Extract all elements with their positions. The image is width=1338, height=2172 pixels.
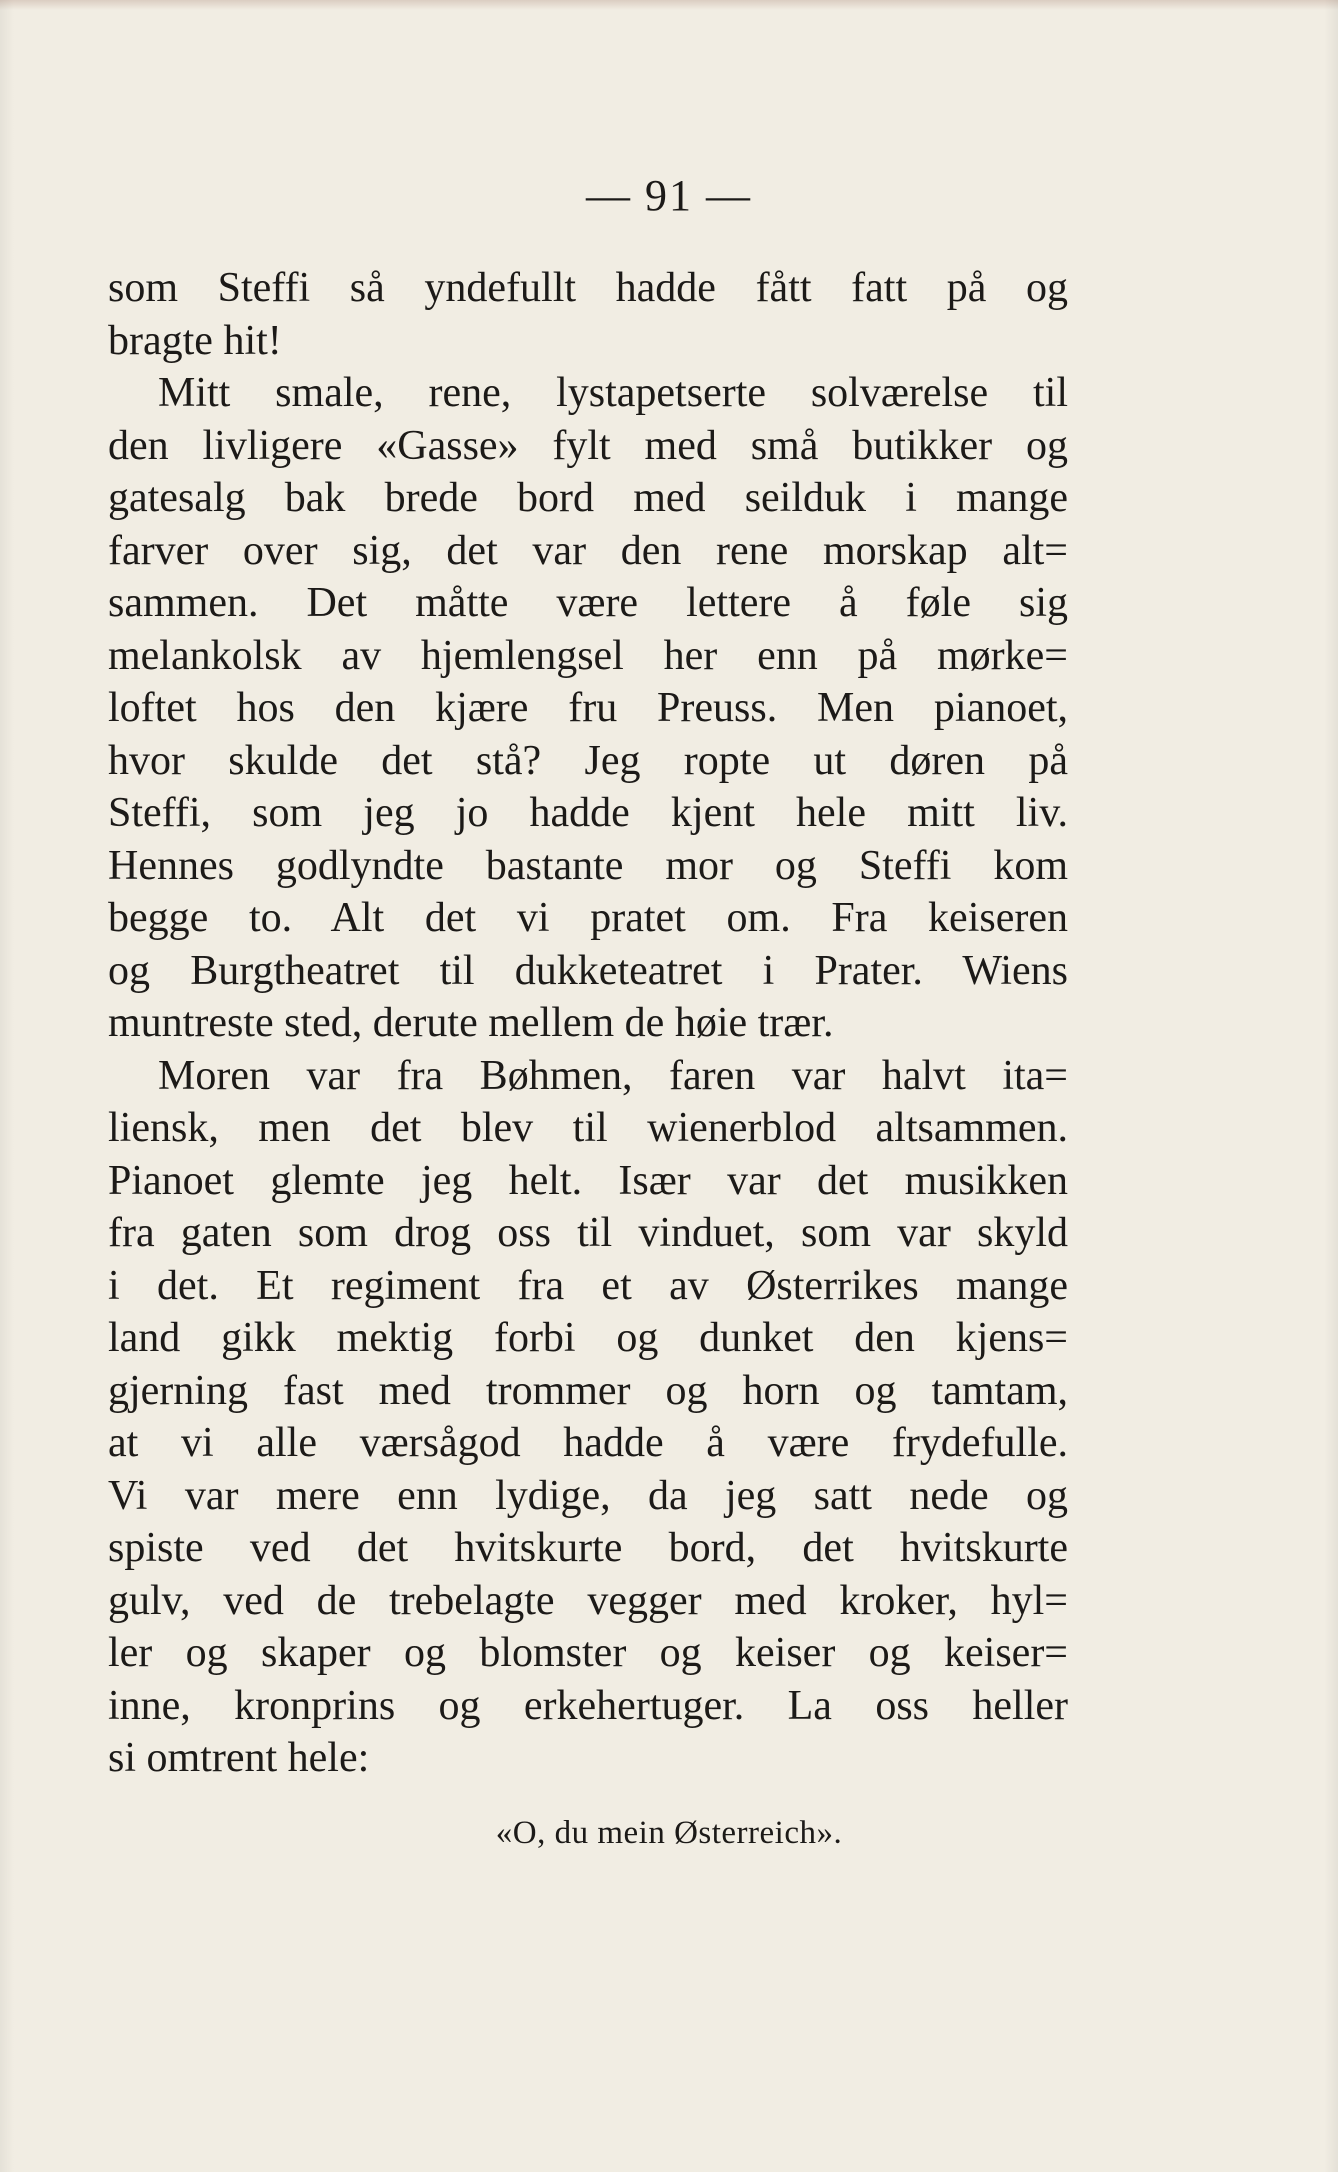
text-line: Steffi, som jeg jo hadde kjent hele mitt liv. — [108, 790, 1068, 836]
text-line: fra gaten som drog oss til vinduet, som var skyld — [108, 1210, 1068, 1256]
text-line: gatesalg bak brede bord med seilduk i mange — [108, 475, 1068, 521]
text-line: Mitt smale, rene, lystapetserte solværelse til — [158, 370, 1068, 416]
text-line: muntreste sted, derute mellem de høie trær. — [108, 1000, 834, 1046]
text-line: som Steffi så yndefullt hadde fått fatt på og — [108, 265, 1068, 311]
text-line: at vi alle værsågod hadde å være frydefulle. — [108, 1420, 1068, 1466]
text-line: i det. Et regiment fra et av Østerrikes mange — [108, 1262, 1068, 1309]
text-line: Hennes godlyndte bastante mor og Steffi kom — [108, 842, 1068, 889]
text-line: begge to. Alt det vi pratet om. Fra keiseren — [108, 895, 1068, 941]
text-line: sammen. Det måtte være lettere å føle sig — [108, 580, 1068, 626]
text-line: loftet hos den kjære fru Preuss. Men pianoet, — [108, 685, 1068, 731]
text-line: farver over sig, det var den rene morskap alt= — [108, 527, 1068, 574]
text-line: si omtrent hele: — [108, 1735, 370, 1781]
text-line: spiste ved det hvitskurte bord, det hvitskurte — [108, 1525, 1068, 1571]
text-line: og Burgtheatret til dukketeatret i Prater. Wiens — [108, 947, 1068, 994]
text-line: Pianoet glemte jeg helt. Især var det musikken — [108, 1157, 1068, 1204]
text-line: liensk, men det blev til wienerblod altsammen. — [108, 1105, 1068, 1151]
text-line: ler og skaper og blomster og keiser og keiser= — [108, 1630, 1068, 1676]
text-line: Moren var fra Bøhmen, faren var halvt ita= — [158, 1052, 1068, 1099]
page-number: — 91 — — [586, 171, 752, 220]
text-line: melankolsk av hjemlengsel her enn på mørke= — [108, 632, 1068, 679]
body-text — [108, 262, 1068, 1785]
text-line: inne, kronprins og erkehertuger. La oss heller — [108, 1682, 1068, 1729]
text-line: gjerning fast med trommer og horn og tamtam, — [108, 1367, 1068, 1414]
text-line: land gikk mektig forbi og dunket den kjens= — [108, 1315, 1068, 1361]
text-line: gulv, ved de trebelagte vegger med kroker, hyl= — [108, 1577, 1068, 1624]
text-line: den livligere «Gasse» fylt med små butikker og — [108, 422, 1068, 469]
text-line: bragte hit! — [108, 317, 282, 364]
text-line: Vi var mere enn lydige, da jeg satt nede og — [108, 1472, 1068, 1519]
text-line: hvor skulde det stå? Jeg ropte ut døren på — [108, 737, 1068, 784]
closing-quote: «O, du mein Østerreich». — [495, 1815, 843, 1851]
